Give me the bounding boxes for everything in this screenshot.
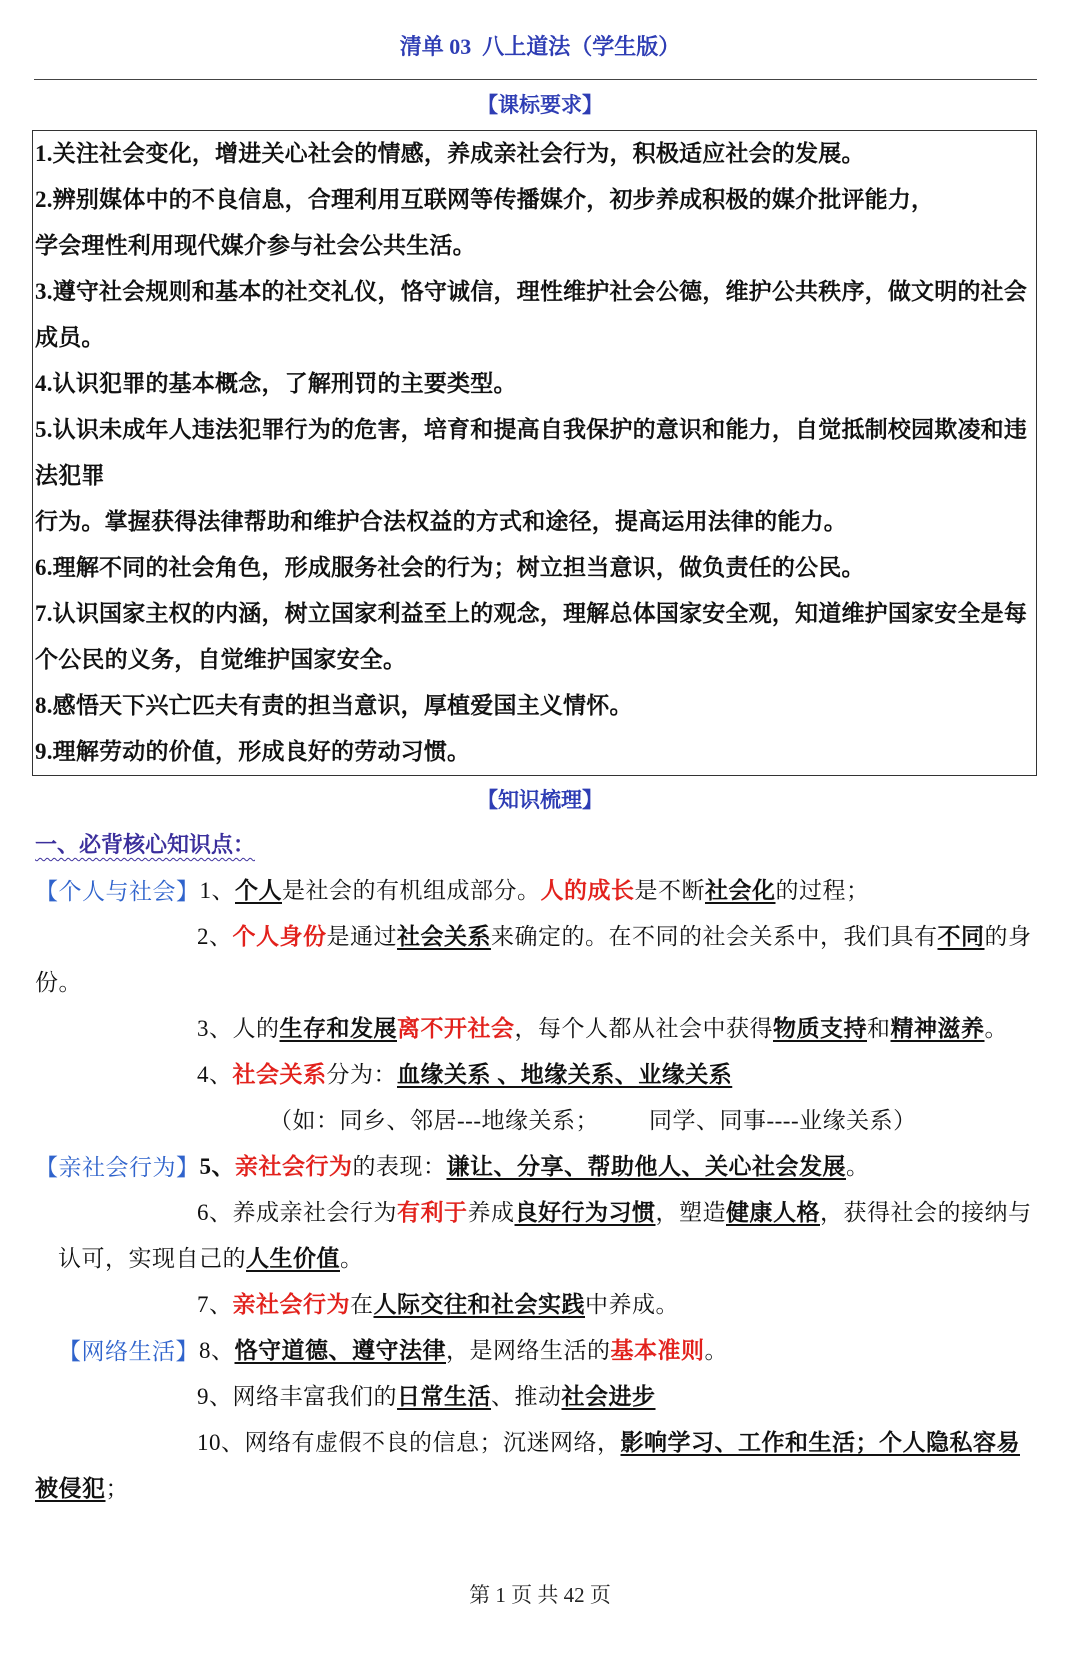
highlight-term: 人的成长: [540, 878, 635, 903]
standard-line: 法犯罪: [35, 463, 105, 488]
standards-box: [32, 130, 1037, 776]
underlined-term: 社会关系: [397, 924, 491, 949]
knowledge-list: [0, 868, 1080, 1512]
text-fragment: 7、: [197, 1292, 233, 1317]
page-title: 清单 03 八上道法（学生版）: [399, 34, 681, 59]
example-note: （如：同乡、邻居---地缘关系；: [269, 1108, 599, 1133]
text-fragment: 。: [846, 1154, 870, 1179]
text-fragment: 。: [340, 1246, 364, 1271]
highlight-term: 离不开社会: [397, 1016, 515, 1041]
underlined-term: 个人: [235, 878, 282, 903]
text-fragment: ，每个人都从社会中获得: [514, 1016, 773, 1041]
standard-line: 7.认识国家主权的内涵，树立国家利益至上的观念，理解总体国家安全观，知道维护国家安全是每: [35, 601, 1028, 626]
standard-line: 3.遵守社会规则和基本的社交礼仪，恪守诚信，理性维护社会公德，维护公共秩序，做文明的社会: [35, 279, 1028, 304]
text-fragment: 在: [350, 1292, 374, 1317]
underlined-term: 血缘关系 、地缘关系、业缘关系: [397, 1062, 733, 1087]
knowledge-line: [0, 1374, 1080, 1420]
text-fragment: ；: [105, 1476, 129, 1501]
standard-line: 1.关注社会变化，增进关心社会的情感，养成亲社会行为，积极适应社会的发展。: [35, 141, 865, 166]
knowledge-line: [0, 1282, 1080, 1328]
section-title: 一、必背核心知识点：: [35, 832, 256, 857]
standard-line: 2.辨别媒体中的不良信息，合理利用互联网等传播媒介，初步养成积极的媒介批评能力，: [35, 187, 935, 212]
underlined-term: 人生价值: [246, 1246, 340, 1271]
standards-heading: 【课标要求】: [477, 93, 603, 117]
text-fragment: 8、: [199, 1338, 235, 1363]
text-fragment: 分为：: [326, 1062, 397, 1087]
underlined-term: 健康人格: [726, 1200, 820, 1225]
text-fragment: 4、: [197, 1062, 233, 1087]
text-fragment: 的表现：: [352, 1154, 447, 1179]
text-fragment: 是通过: [326, 924, 397, 949]
underlined-term: 生存和发展: [279, 1016, 397, 1041]
knowledge-line: [0, 1190, 1080, 1236]
standard-line: 8.感悟天下兴亡匹夫有责的担当意识，厚植爱国主义情怀。: [35, 693, 633, 718]
text-fragment: 认可，实现自己的: [58, 1246, 246, 1271]
highlight-term: 亲社会行为: [232, 1292, 350, 1317]
underlined-term: 不同: [937, 924, 985, 949]
highlight-term: 亲社会行为: [235, 1154, 353, 1179]
text-fragment: 3、人的: [197, 1016, 280, 1041]
text-fragment: 份。: [35, 970, 82, 995]
text-fragment: 6、养成亲社会行为: [197, 1200, 397, 1225]
underlined-term: 社会进步: [561, 1384, 656, 1409]
text-fragment: 是不断: [634, 878, 705, 903]
title-divider: [34, 79, 1037, 80]
text-fragment: ，是网络生活的: [446, 1338, 611, 1363]
knowledge-line: [0, 1052, 1080, 1098]
category-label: 【网络生活】: [58, 1338, 199, 1364]
knowledge-heading: 【知识梳理】: [477, 788, 603, 812]
text-fragment: 9、网络丰富我们的: [197, 1384, 397, 1409]
underlined-term: 人际交往和社会实践: [373, 1292, 585, 1317]
knowledge-line: [0, 1466, 1080, 1512]
knowledge-line: [0, 1144, 1080, 1190]
underlined-term: 社会化: [705, 878, 776, 903]
knowledge-line: [0, 1006, 1080, 1052]
standard-line: 4.认识犯罪的基本概念，了解刑罚的主要类型。: [35, 371, 517, 396]
highlight-term: 社会关系: [232, 1062, 327, 1087]
text-fragment: 。: [704, 1338, 728, 1363]
text-fragment: 中养成。: [585, 1292, 679, 1317]
text-fragment: 是社会的有机组成部分。: [282, 878, 541, 903]
standard-line: 6.理解不同的社会角色，形成服务社会的行为；树立担当意识，做负责任的公民。: [35, 555, 865, 580]
highlight-term: 基本准则: [610, 1338, 705, 1363]
text-fragment: 的过程；: [775, 878, 870, 903]
knowledge-line: [0, 1420, 1080, 1466]
page-number: 第 1 页 共 42 页: [469, 1583, 611, 1607]
example-note: 同学、同事----业缘关系）: [648, 1108, 917, 1133]
underlined-term: 精神滋养: [890, 1016, 985, 1041]
standard-line: 个公民的义务，自觉维护国家安全。: [35, 647, 407, 672]
standard-line: 9.理解劳动的价值，形成良好的劳动习惯。: [35, 739, 471, 764]
underlined-term: 日常生活: [397, 1384, 491, 1409]
text-fragment: ，获得社会的接纳与: [820, 1200, 1032, 1225]
underlined-term: 良好行为习惯: [514, 1200, 656, 1225]
underlined-term: 恪守道德、遵守法律: [234, 1338, 446, 1363]
text-fragment: 、推动: [491, 1384, 562, 1409]
standard-line: 5.认识未成年人违法犯罪行为的危害，培育和提高自我保护的意识和能力，自觉抵制校园欺凌和违: [35, 417, 1028, 442]
text-fragment: 来确定的。在不同的社会关系中，我们具有: [491, 924, 938, 949]
text-fragment: 。: [984, 1016, 1008, 1041]
highlight-term: 个人身份: [232, 924, 327, 949]
standard-line: 成员。: [35, 325, 105, 350]
standard-line: 学会理性利用现代媒介参与社会公共生活。: [35, 233, 476, 258]
highlight-term: 有利于: [397, 1200, 468, 1225]
knowledge-line: [0, 914, 1080, 960]
knowledge-line: [0, 1098, 1080, 1144]
text-fragment: 5、: [199, 1154, 235, 1179]
category-label: 【个人与社会】: [35, 878, 200, 904]
knowledge-line: [0, 1328, 1080, 1374]
knowledge-line: [0, 960, 1080, 1006]
text-fragment: 2、: [197, 924, 233, 949]
standard-line: 行为。掌握获得法律帮助和维护合法权益的方式和途径，提高运用法律的能力。: [35, 509, 847, 534]
underlined-term: 被侵犯: [35, 1476, 106, 1501]
text-fragment: 1、: [199, 878, 235, 903]
underlined-term: 物质支持: [773, 1016, 867, 1041]
category-label: 【亲社会行为】: [35, 1154, 200, 1180]
knowledge-line: [0, 1236, 1080, 1282]
underlined-term: 影响学习、工作和生活；个人隐私容易: [620, 1430, 1020, 1455]
text-fragment: 10、网络有虚假不良的信息；沉迷网络，: [197, 1430, 621, 1455]
text-fragment: 的身: [984, 924, 1032, 949]
text-fragment: 养成: [467, 1200, 515, 1225]
knowledge-line: [0, 868, 1080, 914]
text-fragment: ，塑造: [655, 1200, 726, 1225]
underlined-term: 谦让、分享、帮助他人、关心社会发展: [446, 1154, 846, 1179]
text-fragment: 和: [867, 1016, 891, 1041]
